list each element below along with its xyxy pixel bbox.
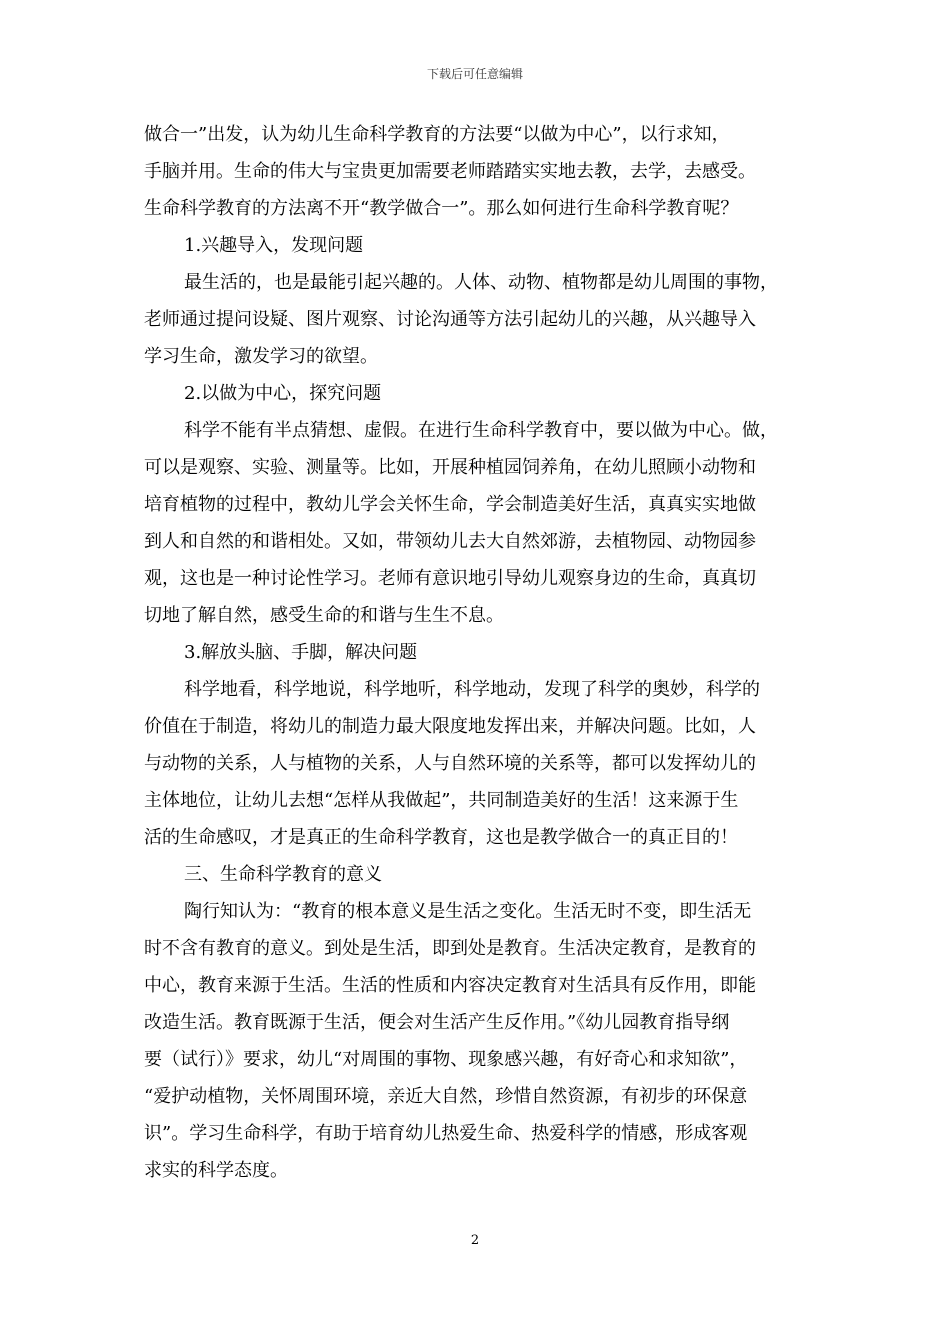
text-line: 2.以做为中心，探究问题: [184, 383, 382, 404]
text-line: 三、生命科学教育的意义: [184, 864, 382, 885]
text-line: 活的生命感叹，才是真正的生命科学教育，这也是教学做合一的真正目的！: [144, 827, 738, 848]
page-number: 2: [470, 1233, 480, 1248]
document-body: [144, 116, 824, 1189]
text-line: 科学地看，科学地说，科学地听，科学地动，发现了科学的奥妙，科学的: [184, 679, 760, 700]
text-line: 与动物的关系，人与植物的关系，人与自然环境的关系等，都可以发挥幼儿的: [144, 753, 756, 774]
text-line: 生命科学教育的方法离不开“教学做合一”。那么如何进行生命科学教育呢？: [144, 198, 739, 219]
text-line: 科学不能有半点猜想、虚假。在进行生命科学教育中，要以做为中心。做，: [184, 420, 778, 441]
text-line: 3.解放头脑、手脚，解决问题: [184, 642, 418, 663]
page-header: 下载后可任意编辑: [426, 67, 523, 81]
text-line: 改造生活。教育既源于生活，便会对生活产生反作用。”《幼儿园教育指导纲: [144, 1012, 730, 1033]
text-line: 到人和自然的和谐相处。又如，带领幼儿去大自然郊游，去植物园、动物园参: [144, 531, 756, 552]
text-line: 价值在于制造，将幼儿的制造力最大限度地发挥出来，并解决问题。比如，人: [144, 716, 756, 737]
text-line: 中心，教育来源于生活。生活的性质和内容决定教育对生活具有反作用，即能: [144, 975, 756, 996]
text-line: 可以是观察、实验、测量等。比如，开展种植园饲养角，在幼儿照顾小动物和: [144, 457, 756, 478]
text-line: 最生活的，也是最能引起兴趣的。人体、动物、植物都是幼儿周围的事物，: [184, 272, 778, 293]
text-line: “爱护动植物，关怀周围环境，亲近大自然，珍惜自然资源，有初步的环保意: [144, 1086, 748, 1107]
text-line: 手脑并用。生命的伟大与宝贵更加需要老师踏踏实实地去教，去学，去感受。: [144, 161, 756, 182]
text-line: 陶行知认为：“教育的根本意义是生活之变化。生活无时不变，即生活无: [184, 901, 752, 922]
text-line: 培育植物的过程中，教幼儿学会关怀生命，学会制造美好生活，真真实实地做: [144, 494, 756, 515]
text-line: 求实的科学态度。: [144, 1160, 288, 1181]
text-line: 1.兴趣导入，发现问题: [184, 235, 364, 256]
text-line: 要（试行）》要求，幼儿“对周围的事物、现象感兴趣，有好奇心和求知欲”，: [144, 1049, 748, 1070]
text-line: 做合一”出发，认为幼儿生命科学教育的方法要“以做为中心”，以行求知，: [144, 124, 730, 145]
text-line: 时不含有教育的意义。到处是生活，即到处是教育。生活决定教育，是教育的: [144, 938, 756, 959]
text-line: 学习生命，激发学习的欲望。: [144, 346, 378, 367]
text-line: 观，这也是一种讨论性学习。老师有意识地引导幼儿观察身边的生命，真真切: [144, 568, 756, 589]
text-line: 主体地位，让幼儿去想“怎样从我做起”，共同制造美好的生活！这来源于生: [144, 790, 739, 811]
text-line: 老师通过提问设疑、图片观察、讨论沟通等方法引起幼儿的兴趣，从兴趣导入: [144, 309, 756, 330]
text-line: 识”。学习生命科学，有助于培育幼儿热爱生命、热爱科学的情感，形成客观: [144, 1123, 748, 1144]
text-line: 切地了解自然，感受生命的和谐与生生不息。: [144, 605, 504, 626]
